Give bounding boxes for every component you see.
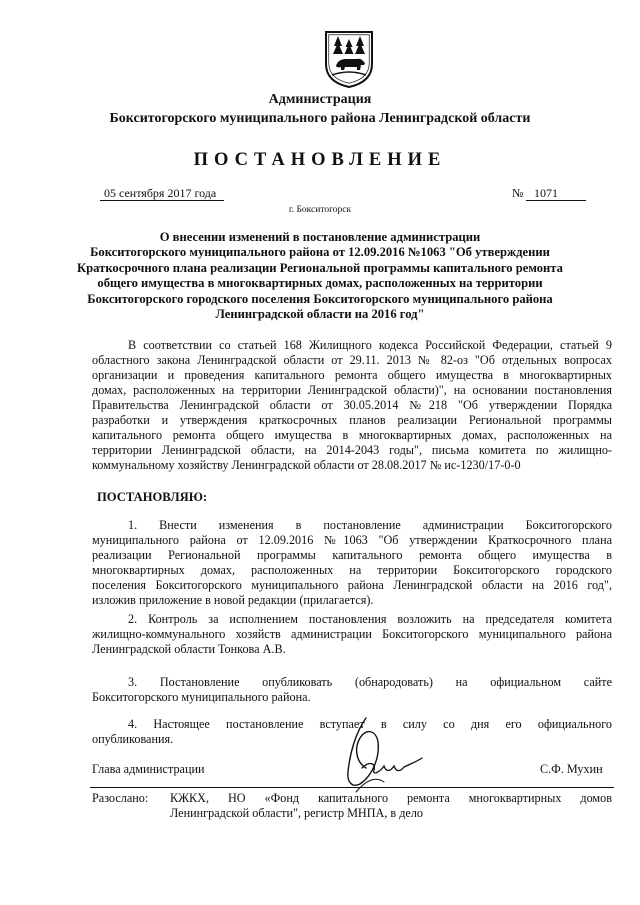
paragraph-line: Правительства Ленинградской области от 30.05.2014 №218 "Об утверждении Порядка bbox=[92, 398, 612, 412]
paragraph-line: многоквартирных домах, расположенных на территории Бокситогорского городского bbox=[92, 563, 612, 577]
organization-name: Администрация bbox=[268, 92, 372, 107]
paragraph-line: жилищно-коммунального хозяйств администрации Бокситогорского муниципального района bbox=[92, 627, 612, 641]
paragraph-line: коммунальному хозяйству Ленинградской области от 28.08.2017 № ис-1230/17-0-0 bbox=[92, 458, 521, 472]
paragraph-line: организации и проведения капитального ремонта общего имущества в многоквартирных bbox=[92, 368, 612, 382]
title-line: Бокситогорского городского поселения Бокситогорского муниципального района bbox=[87, 291, 553, 306]
resolve-heading: ПОСТАНОВЛЯЮ: bbox=[97, 490, 208, 504]
paragraph-line: поселения Бокситогорского муниципального района Ленинградской области на 2016 год", bbox=[92, 578, 612, 592]
paragraph-line: территории Ленинградской области, на 2014-2043 годы", письма комитета по жилищно- bbox=[92, 443, 612, 457]
title-line: О внесении изменений в постановление администрации bbox=[159, 230, 481, 244]
resolution-item-3 bbox=[92, 675, 612, 705]
document-number: 1071 bbox=[534, 186, 558, 200]
title-line: Бокситогорского муниципального района от 12.09.2016 №1063 "Об утверждении bbox=[90, 245, 550, 260]
distribution-list bbox=[170, 791, 612, 821]
document-date: 05 сентября 2017 года bbox=[104, 186, 217, 200]
paragraph-line: областного закона Ленинградской области от 29.11. 2013 № 82-оз "Об отдельных вопросах bbox=[92, 353, 612, 367]
paragraph-line: 3. Постановление опубликовать (обнародовать) на официальном сайте bbox=[128, 675, 612, 689]
paragraph-line: 4. Настоящее постановление вступает в силу со дня его официального bbox=[128, 717, 612, 731]
paragraph-line: реализации Региональной программы капитального ремонта общего имущества в bbox=[92, 548, 612, 562]
paragraph-line: разработки и утверждения краткосрочных планов реализации Региональной программы bbox=[92, 413, 612, 427]
document-city: г. Бокситогорск bbox=[288, 205, 352, 215]
coat-of-arms-icon bbox=[324, 30, 374, 88]
paragraph-line: домах, расположенных на территории Ленинградской области)", на основании постановления bbox=[92, 383, 612, 397]
date-underline bbox=[100, 200, 224, 201]
paragraph-line: Ленинградской области Тонкова А.В. bbox=[92, 642, 286, 656]
paragraph-line: капитального ремонта общего имущества в многоквартирных домах, расположенных на bbox=[92, 428, 612, 442]
resolution-item-1 bbox=[92, 518, 612, 608]
distribution-line: Ленинградской области", регистр МНПА, в дело bbox=[170, 806, 424, 820]
signatory-title: Глава администрации bbox=[92, 762, 205, 776]
handwritten-signature-icon bbox=[326, 712, 438, 798]
paragraph-line: изложив приложение в новой редакции (прилагается). bbox=[92, 593, 374, 607]
number-underline bbox=[526, 200, 586, 201]
title-line: общего имущества в многоквартирных домах, расположенных на территории bbox=[97, 276, 543, 291]
signatory-name: С.Ф. Мухин bbox=[540, 762, 603, 776]
document-type-heading: ПОСТАНОВЛЕНИЕ bbox=[193, 150, 447, 170]
paragraph-line: муниципального района от 12.09.2016 №1063 "Об утверждении Краткосрочного плана bbox=[92, 533, 612, 547]
distribution-label: Разослано: bbox=[92, 791, 149, 805]
paragraph-line: В соответствии со статьей 168 Жилищного кодекса Российской Федерации, статьей 9 bbox=[128, 338, 612, 352]
paragraph-line: 1. Внести изменения в постановление администрации Бокситогорского bbox=[128, 518, 612, 532]
paragraph-line: Бокситогорского муниципального района. bbox=[92, 690, 311, 704]
paragraph-line: 2. Контроль за исполнением постановления возложить на председателя комитета bbox=[128, 612, 612, 626]
distribution-divider bbox=[90, 787, 614, 788]
title-line: Краткосрочного плана реализации Региональной программы капитального ремонта bbox=[77, 260, 563, 275]
paragraph-line: опубликования. bbox=[92, 732, 174, 746]
organization-district: Бокситогорского муниципального района Ленинградской области bbox=[109, 111, 531, 126]
resolution-item-2 bbox=[92, 612, 612, 657]
preamble-paragraph bbox=[92, 338, 612, 473]
document-title bbox=[60, 230, 580, 322]
distribution-line: КЖКХ, НО «Фонд капитального ремонта многоквартирных домов bbox=[170, 791, 612, 805]
document-number-sign: № bbox=[512, 186, 524, 200]
title-line: Ленинградской области на 2016 год" bbox=[215, 307, 425, 322]
